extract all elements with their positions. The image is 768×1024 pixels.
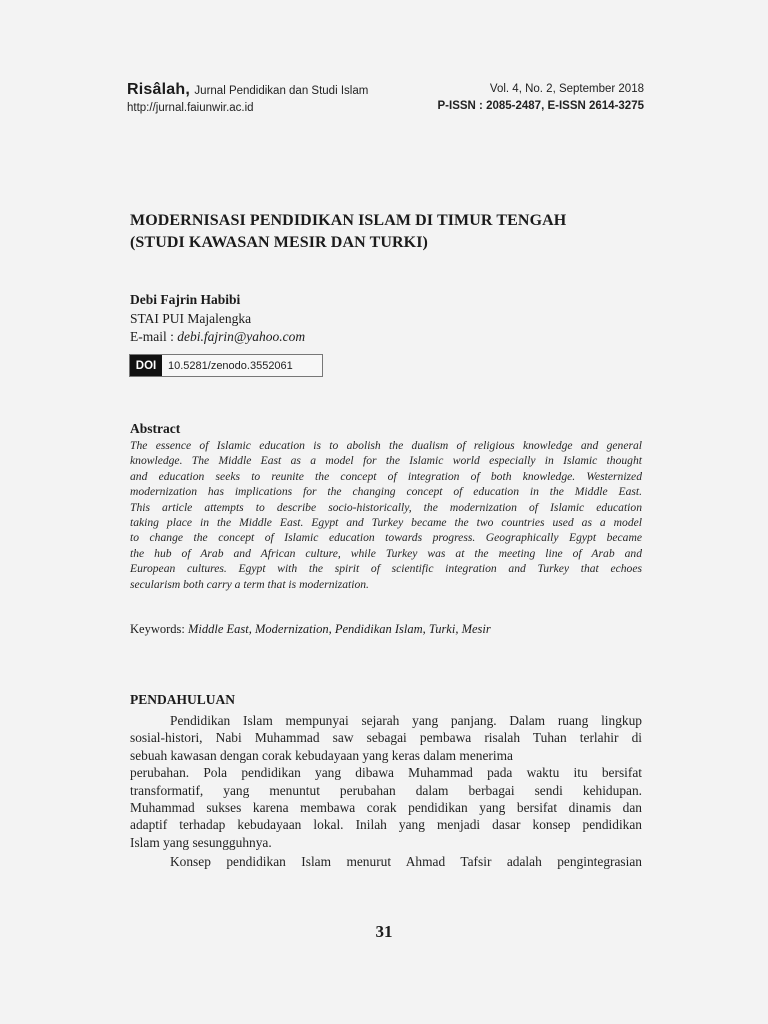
author-email: debi.fajrin@yahoo.com [177,329,306,344]
body-line: transformatif, yang menuntut perubahan dalam berbagai sendi kehidupan. [130,782,642,798]
abstract-line: secularism both carry a term that is modernization. [130,577,369,591]
abstract-line: The essence of Islamic education is to abolish the dualism of religious knowledge and general [130,439,642,452]
section-heading: PENDAHULUAN [130,692,236,707]
body-line: Muhammad sukses karena membawa corak pendidikan yang bersifat dinamis dan [130,800,642,816]
author-block [130,291,305,347]
abstract-heading: Abstract [130,421,181,436]
abstract-line: the hub of Arab and African culture, while Turkey was at the meeting line of Arab and [130,546,642,560]
abstract-line: modernization has implications for the changing concept of education in the Middle East. [130,485,642,499]
journal-name: Risâlah, [127,81,190,98]
doi-label: DOI [130,355,162,376]
body-line: Konsep pendidikan Islam menurut Ahmad Tafsir adalah pengintegrasian [170,854,642,869]
doi-value: 10.5281/zenodo.3552061 [168,359,293,372]
paper-title [130,210,650,254]
journal-header [127,81,368,116]
page-number: 31 [375,922,393,941]
email-label: E-mail : [130,329,178,344]
abstract-line: to change the concept of Islamic education towards progress. Geographically Egypt became [130,531,642,545]
doi-badge[interactable] [129,354,323,377]
abstract-text [130,438,642,592]
volume-info: Vol. 4, No. 2, September 2018 [489,83,644,95]
body-line: Pendidikan Islam mempunyai sejarah yang panjang. Dalam ruang lingkup [170,713,642,728]
abstract-section [130,420,642,592]
title-line-2: (STUDI KAWASAN MESIR DAN TURKI) [130,234,428,251]
body-line: adaptif terhadap kebudayaan lokal. Inilah yang menjadi dasar konsep pendidikan [130,817,642,833]
body-line: Islam yang sesungguhnya. [130,834,272,850]
journal-title-line [127,81,368,100]
issue-info [438,81,644,115]
body-line: perubahan. Pola pendidikan yang dibawa Muhammad pada waktu itu bersifat [130,765,642,781]
journal-url: http://jurnal.faiunwir.ac.id [127,102,254,114]
issn-info: P-ISSN : 2085-2487, E-ISSN 2614-3275 [437,100,644,112]
abstract-line: and education seeks to reunite the concept of integration of both knowledge. Westernized [130,469,642,483]
title-line-1: MODERNISASI PENDIDIKAN ISLAM DI TIMUR TENGAH [130,212,567,229]
abstract-line: This article attempts to describe socio-historically, the modernization of Islamic education [130,500,642,514]
author-email-line [130,328,305,347]
body-paragraph-1 [130,712,642,851]
journal-description: Jurnal Pendidikan dan Studi Islam [194,85,369,97]
keywords-line [130,621,491,637]
author-affiliation: STAI PUI Majalengka [130,310,252,326]
abstract-line: taking place in the Middle East. Egypt and Turkey became the two countries used as a model [130,516,642,530]
author-name: Debi Fajrin Habibi [130,292,241,307]
body-paragraph-2 [130,853,642,870]
keywords-label: Keywords: [130,622,188,636]
body-line: sebuah kawasan dengan corak kebudayaan yang keras dalam menerima [130,747,513,763]
body-line: sosial-histori, Nabi Muhammad saw sebagai pembawa risalah Tuhan terlahir di [130,730,642,746]
abstract-line: European cultures. Egypt with the spirit of scientific integration and Turkey that echoes [130,562,642,576]
keywords-values: Middle East, Modernization, Pendidikan Islam, Turki, Mesir [187,622,491,636]
abstract-line: knowledge. The Middle East as a model for the Islamic world especially in Islamic thought [130,454,642,468]
